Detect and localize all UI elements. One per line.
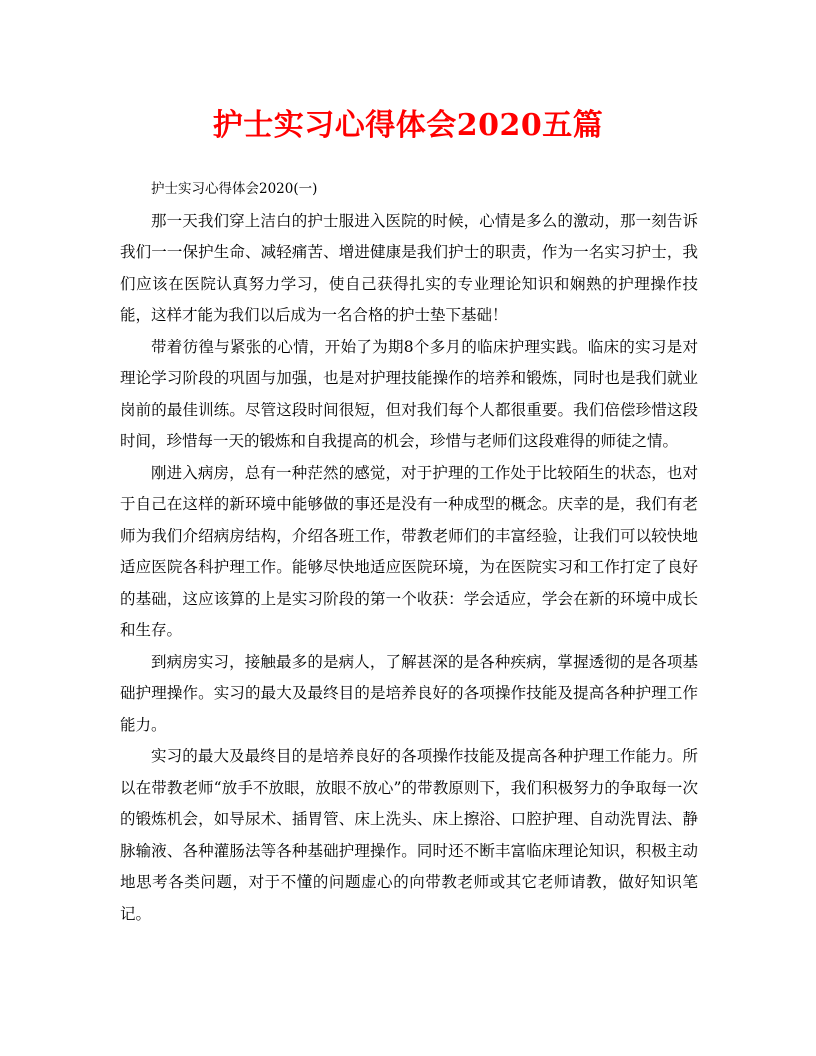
paragraph-4: 到病房实习，接触最多的是病人，了解甚深的是各种疾病，掌握透彻的是各项基础护理操作。实习的最大及最终目的是培养良好的各项操作技能及提高各种护理工作能力。	[120, 652, 698, 734]
document-body	[120, 174, 698, 930]
paragraph-2: 带着彷徨与紧张的心情，开始了为期8个多月的临床护理实践。临床的实习是对理论学习阶段的巩固与加强，也是对护理技能操作的培养和锻炼，同时也是我们就业岗前的最佳训练。尽管这段时间很短，但对我们每个人都很重要。我们倍偿珍惜这段时间，珍惜每一天的锻炼和自我提高的机会，珍惜与老师们这段难得的师徒之情。	[120, 337, 698, 450]
paragraph-1: 那一天我们穿上洁白的护士服进入医院的时候，心情是多么的激动，那一刻告诉我们一一保护生命、减轻痛苦、增进健康是我们护士的职责，作为一名实习护士，我们应该在医院认真努力学习，使自己获得扎实的专业理论知识和娴熟的护理操作技能，这样才能为我们以后成为一名合格的护士垫下基础！	[120, 211, 698, 324]
paragraph-5: 实习的最大及最终目的是培养良好的各项操作技能及提高各种护理工作能力。所以在带教老师“放手不放眼，放眼不放心”的带教原则下，我们积极努力的争取每一次的锻炼机会，如导尿术、插胃管、床上洗头、床上擦浴、口腔护理、自动洗胃法、静脉输液、各种灌肠法等各种基础护理操作。同时还不断丰富临床理论知识，积极主动地思考各类问题，对于不懂的问题虚心的向带教老师或其它老师请教，做好知识笔记。	[120, 747, 698, 923]
section-heading: 护士实习心得体会2020(一)	[151, 181, 318, 197]
paragraph-3: 刚进入病房，总有一种茫然的感觉，对于护理的工作处于比较陌生的状态，也对于自己在这样的新环境中能够做的事还是没有一种成型的概念。庆幸的是，我们有老师为我们介绍病房结构，介绍各班工作，带教老师们的丰富经验，让我们可以较快地适应医院各科护理工作。能够尽快地适应医院环境，为在医院实习和工作打定了良好的基础，这应该算的上是实习阶段的第一个收获：学会适应，学会在新的环境中成长和生存。	[120, 463, 698, 639]
document-title: 护士实习心得体会2020五篇	[212, 108, 604, 143]
